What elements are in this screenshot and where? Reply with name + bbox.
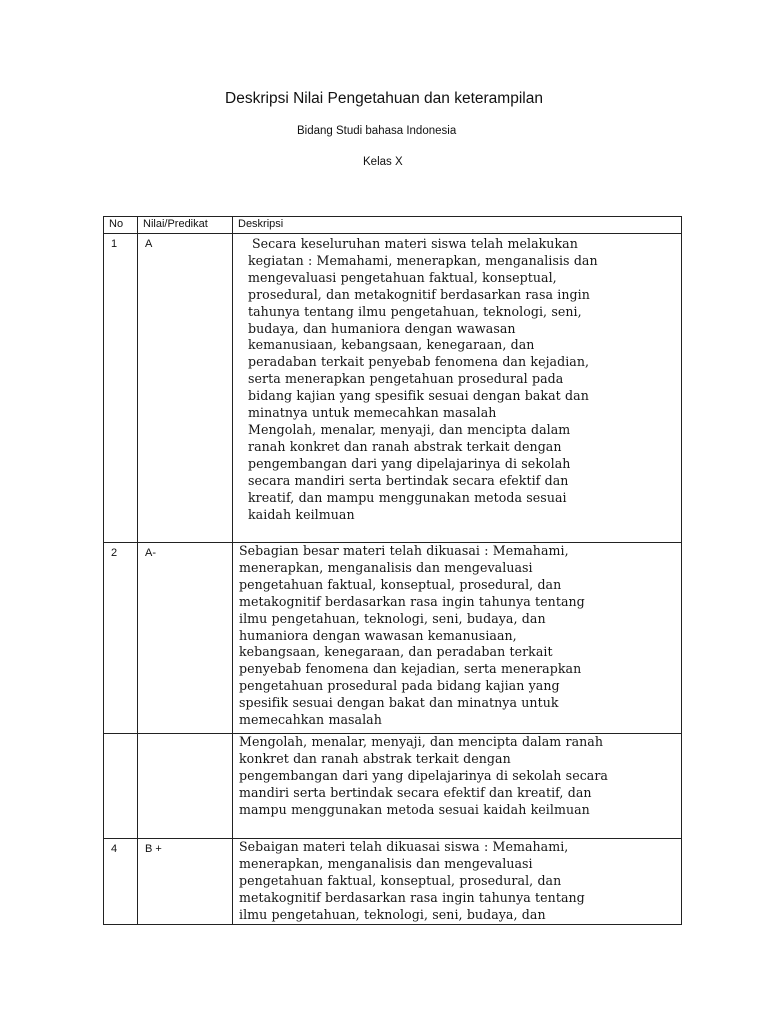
description-line: kemanusiaan, kebangsaan, kenegaraan, dan — [248, 337, 535, 353]
description-line: ranah konkret dan ranah abstrak terkait dengan — [248, 438, 562, 454]
description-line: prosedural, dan metakognitif berdasarkan rasa ingin — [248, 286, 590, 302]
document-subtitle: Bidang Studi bahasa Indonesia — [297, 125, 457, 137]
description-line: humaniora dengan wawasan kemanusiaan, — [239, 627, 517, 643]
description-line: kaidah keilmuan — [248, 506, 355, 522]
description-line: metakognitif berdasarkan rasa ingin tahunya tentang — [239, 889, 585, 905]
row-number — [104, 734, 138, 839]
description-line: peradaban terkait penyebab fenomena dan kejadian, — [248, 354, 590, 370]
description-line: kreatif, dan mampu menggunakan metoda sesuai — [248, 489, 567, 505]
description-line: pengembangan dari yang dipelajarinya di sekolah — [248, 455, 571, 471]
description-line: mampu menggunakan metoda sesuai kaidah keilmuan — [239, 801, 590, 817]
description-line: mengevaluasi pengetahuan faktual, konseptual, — [248, 269, 557, 285]
row-grade: B + — [138, 839, 233, 925]
description-line: ilmu pengetahuan, teknologi, seni, budaya, dan — [239, 610, 546, 626]
description-line: kegiatan : Memahami, menerapkan, menganalisis dan — [248, 252, 598, 268]
table-row — [104, 839, 682, 925]
row-number: 4 — [104, 839, 138, 925]
description-line: ilmu pengetahuan, teknologi, seni, budaya, dan — [239, 906, 546, 922]
row-description — [233, 839, 682, 925]
table-row — [104, 543, 682, 734]
row-grade: A — [138, 234, 233, 543]
description-line: Sebagian besar materi telah dikuasai : Memahami, — [239, 543, 569, 558]
description-line: menerapkan, menganalisis dan mengevaluasi — [239, 559, 533, 575]
document-title: Deskripsi Nilai Pengetahuan dan keterampilan — [225, 90, 543, 107]
description-line: Secara keseluruhan materi siswa telah melakukan — [252, 236, 578, 251]
description-line: budaya, dan humaniora dengan wawasan — [248, 320, 516, 336]
description-line: mandiri serta bertindak secara efektif dan kreatif, dan — [239, 784, 592, 800]
class-label: Kelas X — [363, 156, 403, 168]
description-line: kebangsaan, kenegaraan, dan peradaban terkait — [239, 644, 553, 660]
row-number: 2 — [104, 543, 138, 734]
description-line: spesifik sesuai dengan bakat dan minatnya untuk — [239, 695, 559, 711]
grade-description-table — [103, 216, 682, 925]
description-line: pengetahuan faktual, konseptual, prosedural, dan — [239, 576, 562, 592]
row-description — [233, 734, 682, 839]
description-line: Mengolah, menalar, menyaji, dan mencipta dalam — [248, 421, 571, 437]
description-line: menerapkan, menganalisis dan mengevaluasi — [239, 855, 533, 871]
row-grade: A- — [138, 543, 233, 734]
row-number: 1 — [104, 234, 138, 543]
row-grade — [138, 734, 233, 839]
description-line: Mengolah, menalar, menyaji, dan mencipta dalam ranah — [239, 734, 604, 749]
description-line: Sebaigan materi telah dikuasai siswa : Memahami, — [239, 839, 569, 854]
table-row — [104, 234, 682, 543]
header-description: Deskripsi — [233, 217, 682, 234]
row-description — [233, 543, 682, 734]
header-grade: Nilai/Predikat — [138, 217, 233, 234]
description-line: pengetahuan prosedural pada bidang kajian yang — [239, 678, 560, 694]
row-description — [233, 234, 682, 543]
description-line: minatnya untuk memecahkan masalah — [248, 405, 497, 421]
description-line: bidang kajian yang spesifik sesuai dengan bakat dan — [248, 388, 589, 404]
table-header-row — [104, 217, 682, 234]
description-line: konkret dan ranah abstrak terkait dengan — [239, 750, 511, 766]
description-line: pengetahuan faktual, konseptual, prosedural, dan — [239, 872, 562, 888]
description-line: pengembangan dari yang dipelajarinya di sekolah secara — [239, 767, 608, 783]
description-line: metakognitif berdasarkan rasa ingin tahunya tentang — [239, 593, 585, 609]
description-line: tahunya tentang ilmu pengetahuan, teknologi, seni, — [248, 303, 582, 319]
description-line: secara mandiri serta bertindak secara efektif dan — [248, 472, 569, 488]
description-line: serta menerapkan pengetahuan prosedural pada — [248, 371, 564, 387]
header-no: No — [104, 217, 138, 234]
description-line: penyebab fenomena dan kejadian, serta menerapkan — [239, 661, 582, 677]
description-line: memecahkan masalah — [239, 712, 382, 728]
table-row — [104, 734, 682, 839]
